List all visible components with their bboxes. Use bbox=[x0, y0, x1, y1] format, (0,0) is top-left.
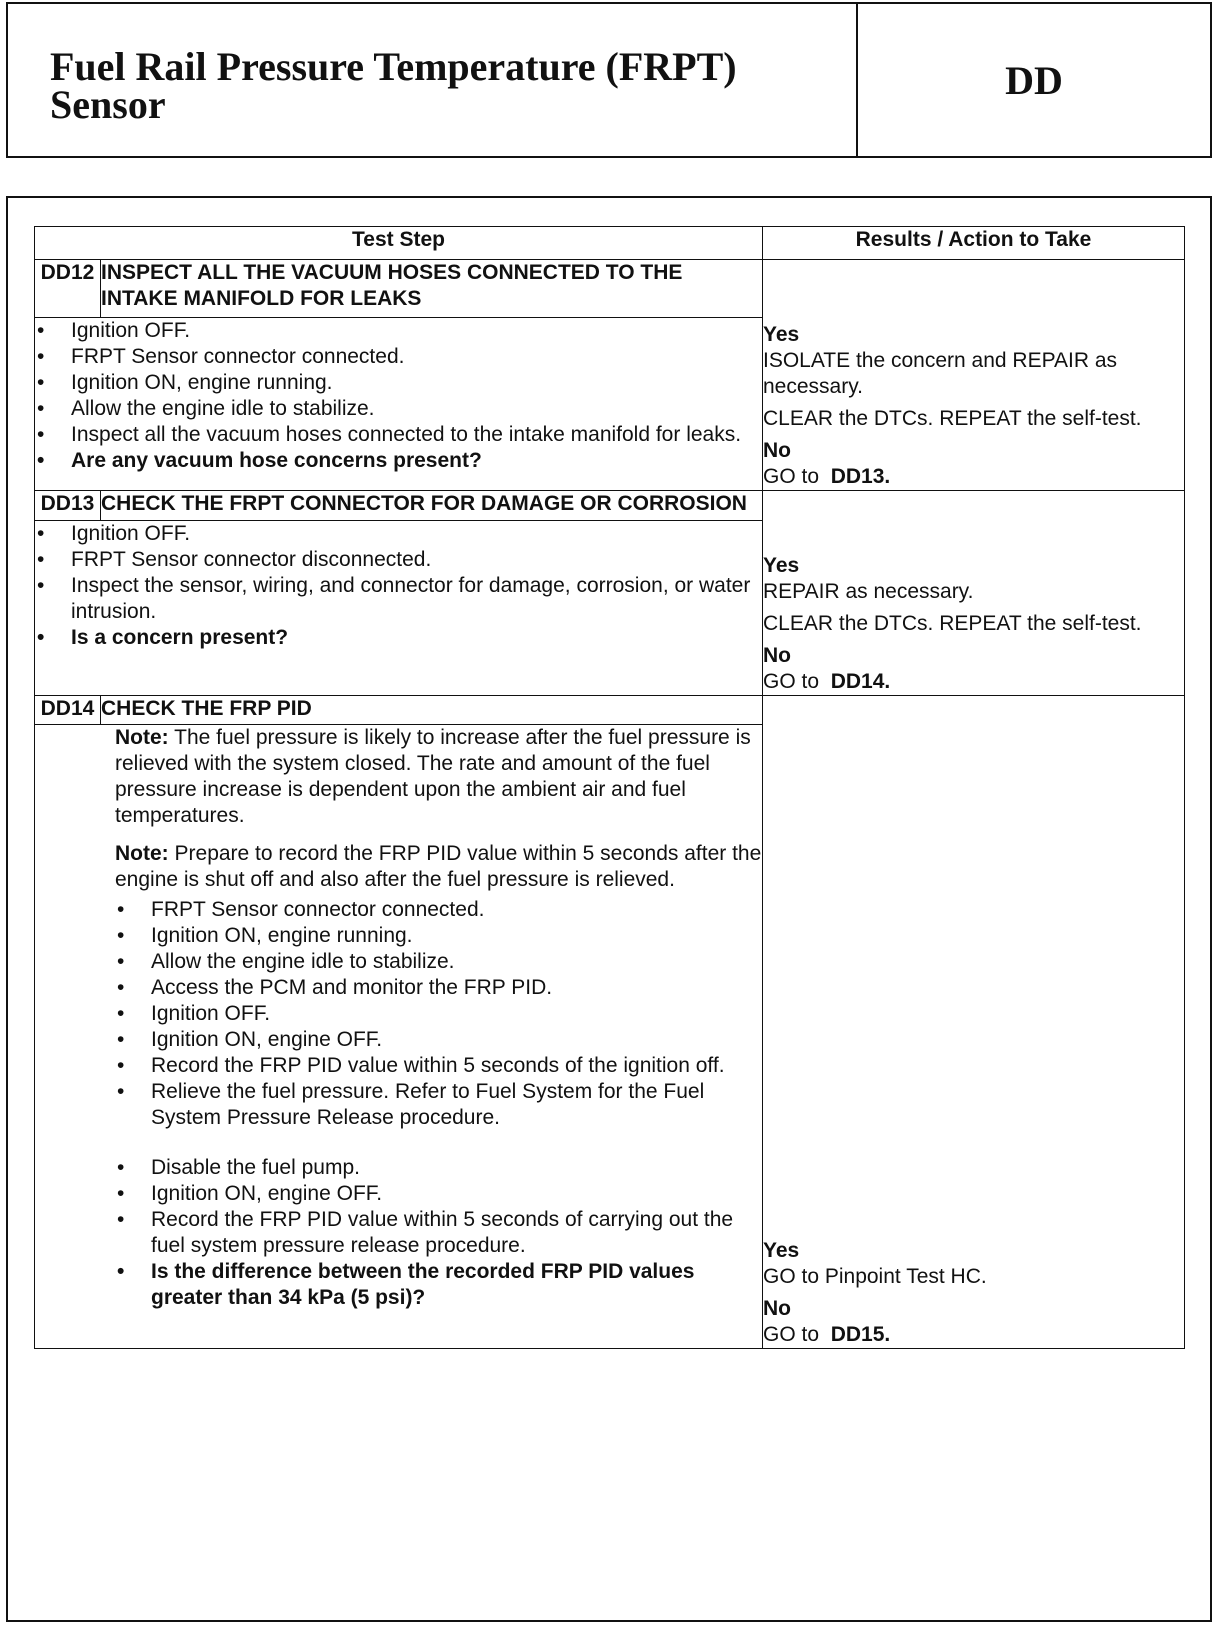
step-item: • Ignition ON, engine OFF. bbox=[115, 1027, 762, 1053]
goto-prefix: GO to bbox=[763, 1323, 820, 1346]
yes-action-2: CLEAR the DTCs. REPEAT the self-test. bbox=[763, 612, 1142, 635]
step-item: • Inspect the sensor, wiring, and connector for damage, corrosion, or water intrusion. bbox=[35, 573, 762, 625]
note-2 bbox=[115, 841, 762, 893]
section-code: DD bbox=[1005, 57, 1063, 103]
step-dd12-body bbox=[35, 318, 763, 491]
yes-label: Yes bbox=[763, 323, 800, 346]
note-1 bbox=[115, 725, 762, 829]
step-id: DD12 bbox=[35, 260, 101, 318]
step-item: • Record the FRP PID value within 5 seconds of the ignition off. bbox=[115, 1053, 762, 1079]
yes-action: GO to Pinpoint Test HC. bbox=[763, 1265, 987, 1288]
step-list bbox=[35, 521, 762, 651]
step-question: • Are any vacuum hose concerns present? bbox=[35, 448, 762, 474]
no-action bbox=[763, 464, 1184, 490]
note-text: Prepare to record the FRP PID value within 5 seconds after the engine is shut off and also after the fuel pressure is relieved. bbox=[115, 841, 762, 891]
step-dd13-results bbox=[763, 491, 1185, 696]
yes-action: REPAIR as necessary. bbox=[763, 580, 974, 603]
step-item: • Record the FRP PID value within 5 seconds of carrying out the fuel system pressure release procedure. bbox=[115, 1207, 762, 1259]
title-line-2: Sensor bbox=[50, 82, 166, 127]
step-item: • Ignition ON, engine running. bbox=[35, 370, 762, 396]
pinpoint-test-table bbox=[34, 226, 1185, 1349]
step-item: • Allow the engine idle to stabilize. bbox=[35, 396, 762, 422]
no-label: No bbox=[763, 439, 791, 462]
step-item: • FRPT Sensor connector disconnected. bbox=[35, 547, 762, 573]
step-item: • Relieve the fuel pressure. Refer to Fuel System for the Fuel System Pressure Release procedure. bbox=[115, 1079, 762, 1131]
step-dd14-body bbox=[35, 724, 763, 1348]
note-text: The fuel pressure is likely to increase after the fuel pressure is relieved with the system closed. The rate and amount of the fuel pressure increase is dependent upon the ambient air and fuel temperatures. bbox=[115, 725, 751, 827]
yes-action-2: CLEAR the DTCs. REPEAT the self-test. bbox=[763, 407, 1142, 430]
goto-target: DD14. bbox=[830, 670, 891, 693]
step-id: DD13 bbox=[35, 491, 101, 521]
step-id: DD14 bbox=[35, 696, 101, 725]
title-line-1: Fuel Rail Pressure Temperature (FRPT) bbox=[50, 44, 737, 89]
step-item: • Ignition OFF. bbox=[35, 318, 762, 344]
step-item: • Ignition OFF. bbox=[115, 1001, 762, 1027]
step-dd13-title-row bbox=[35, 491, 1185, 521]
goto-target: DD13. bbox=[830, 465, 891, 488]
step-item: • Ignition OFF. bbox=[35, 521, 762, 547]
step-question: • Is the difference between the recorded FRP PID values greater than 34 kPa (5 psi)? bbox=[115, 1259, 762, 1311]
goto-prefix: GO to bbox=[763, 670, 820, 693]
col-header-test-step: Test Step bbox=[35, 227, 763, 260]
note-label: Note: bbox=[115, 725, 169, 749]
no-label: No bbox=[763, 1297, 791, 1320]
spacer bbox=[115, 1131, 762, 1155]
step-item: • FRPT Sensor connector connected. bbox=[115, 897, 762, 923]
step-question: • Is a concern present? bbox=[35, 625, 762, 651]
step-item: • Inspect all the vacuum hoses connected to the intake manifold for leaks. bbox=[35, 422, 762, 448]
step-dd14-title-row bbox=[35, 696, 1185, 725]
step-dd14-results bbox=[763, 696, 1185, 1349]
step-dd12-results bbox=[763, 260, 1185, 491]
no-action bbox=[763, 669, 1184, 695]
step-dd12-title-row bbox=[35, 260, 1185, 318]
step-item: • FRPT Sensor connector connected. bbox=[35, 344, 762, 370]
step-title: INSPECT ALL THE VACUUM HOSES CONNECTED TO THE INTAKE MANIFOLD FOR LEAKS bbox=[101, 260, 763, 318]
no-label: No bbox=[763, 644, 791, 667]
step-item: • Allow the engine idle to stabilize. bbox=[115, 949, 762, 975]
step-item: • Ignition ON, engine OFF. bbox=[115, 1181, 762, 1207]
step-title: CHECK THE FRPT CONNECTOR FOR DAMAGE OR CORROSION bbox=[101, 491, 763, 521]
yes-label: Yes bbox=[763, 1239, 800, 1262]
step-title: CHECK THE FRP PID bbox=[101, 696, 763, 725]
table-header-row bbox=[35, 227, 1185, 260]
no-action bbox=[763, 1322, 1184, 1348]
step-dd13-body bbox=[35, 520, 763, 695]
step-list-2 bbox=[115, 1155, 762, 1311]
col-header-results: Results / Action to Take bbox=[763, 227, 1185, 260]
goto-target: DD15. bbox=[830, 1323, 891, 1346]
step-item: • Disable the fuel pump. bbox=[115, 1155, 762, 1181]
goto-prefix: GO to bbox=[763, 465, 820, 488]
page-header bbox=[6, 2, 1212, 158]
step-item: • Access the PCM and monitor the FRP PID. bbox=[115, 975, 762, 1001]
step-list bbox=[35, 318, 762, 474]
note-label: Note: bbox=[115, 841, 169, 865]
page-title bbox=[50, 44, 830, 127]
step-item: • Ignition ON, engine running. bbox=[115, 923, 762, 949]
yes-action: ISOLATE the concern and REPAIR as necessary. bbox=[763, 349, 1118, 398]
yes-label: Yes bbox=[763, 554, 800, 577]
step-list bbox=[115, 897, 762, 1131]
